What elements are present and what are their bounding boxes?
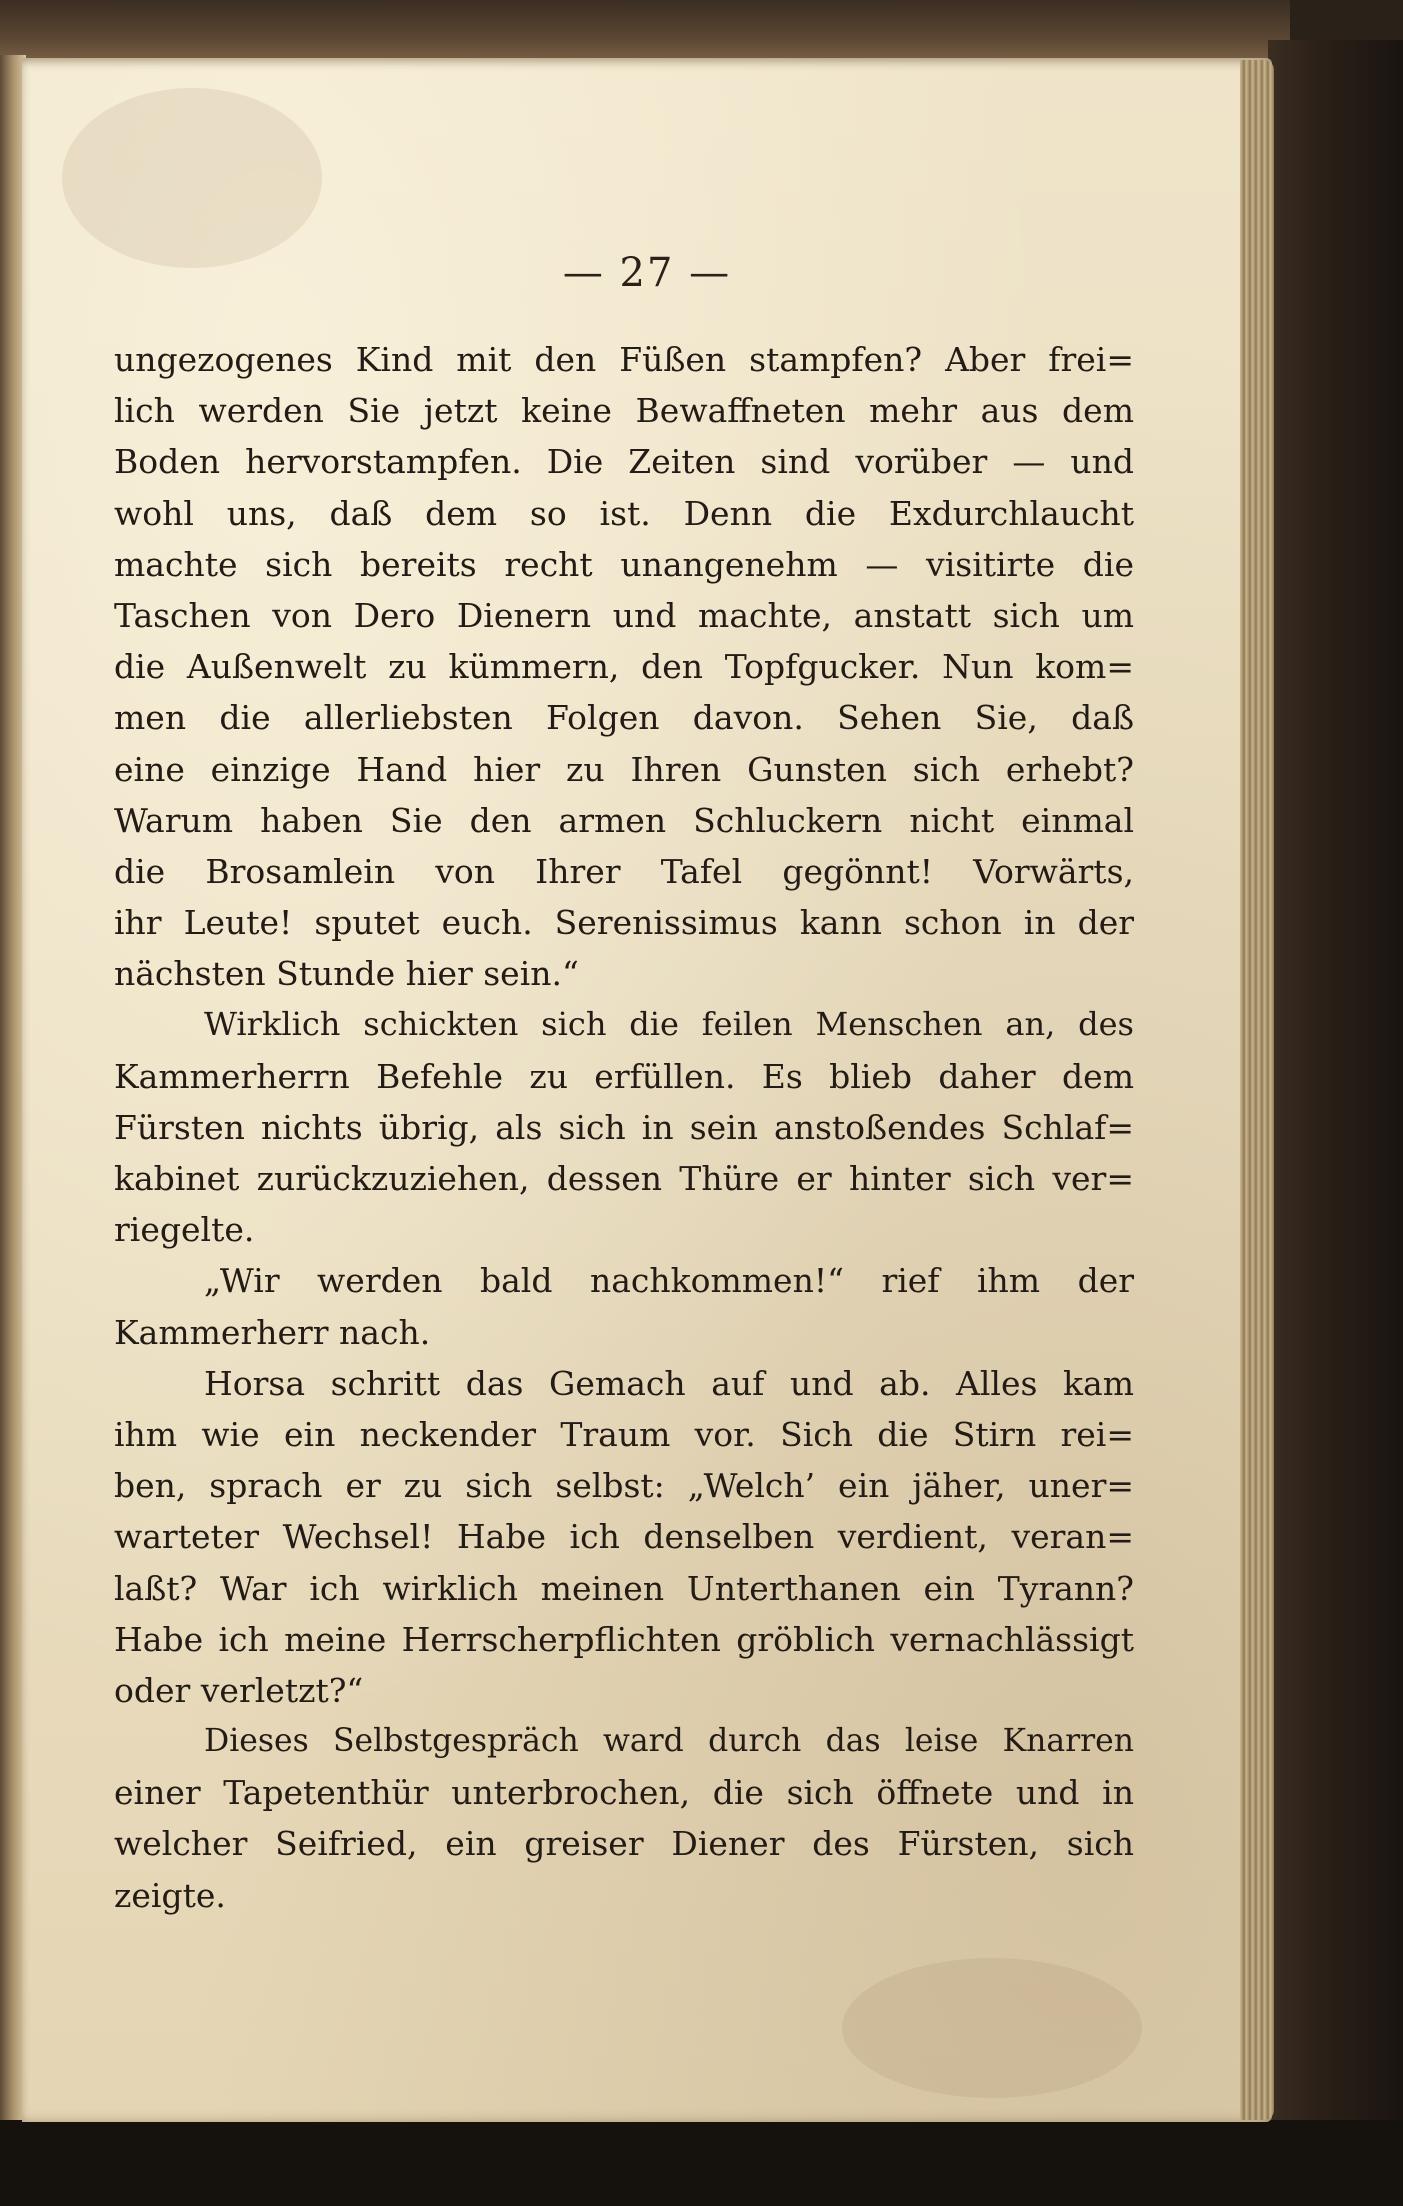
text-line: Warum haben Sie den armen Schluckern nicht einmal xyxy=(114,800,1134,840)
page-number: — 27 — xyxy=(562,250,732,296)
text-line: men die allerliebsten Folgen davon. Sehen Sie, daß xyxy=(114,698,1134,738)
text-line: laßt? War ich wirklich meinen Unterthanen ein Tyrann? xyxy=(114,1568,1134,1608)
text-line: die Brosamlein von Ihrer Tafel gegönnt! Vorwärts, xyxy=(114,851,1134,891)
text-line: ihm wie ein neckender Traum vor. Sich die Stirn rei= xyxy=(114,1414,1134,1454)
text-line: eine einzige Hand hier zu Ihren Gunsten sich erhebt? xyxy=(114,749,1134,789)
text-line: Kammerherr nach. xyxy=(114,1312,431,1352)
text-line: riegelte. xyxy=(114,1210,255,1250)
text-line: „Wir werden bald nachkommen!“ rief ihm der xyxy=(204,1261,1134,1301)
text-line: Wirklich schickten sich die feilen Menschen an, des xyxy=(204,1005,1134,1044)
text-line: zeigte. xyxy=(114,1875,226,1915)
text-line: nächsten Stunde hier sein.“ xyxy=(114,954,579,994)
text-line: lich werden Sie jetzt keine Bewaffneten mehr aus dem xyxy=(114,391,1134,431)
book-cover-bottom-edge xyxy=(0,2120,1403,2206)
text-line: einer Tapetenthür unterbrochen, die sich öffnete und in xyxy=(114,1773,1134,1813)
page-stack-edge xyxy=(1240,60,1274,2120)
book-page xyxy=(22,58,1272,2122)
body-text xyxy=(114,334,1134,1921)
text-line: Kammerherrn Befehle zu erfüllen. Es blieb daher dem xyxy=(114,1056,1134,1096)
text-line: wohl uns, daß dem so ist. Denn die Exdurchlaucht xyxy=(114,493,1134,533)
book-cover-top-edge xyxy=(0,0,1290,62)
text-line: ungezogenes Kind mit den Füßen stampfen? Aber frei= xyxy=(114,340,1134,379)
text-line: Dieses Selbstgespräch ward durch das leise Knarren xyxy=(204,1723,1134,1760)
text-line: kabinet zurückzuziehen, dessen Thüre er hinter sich ver= xyxy=(114,1159,1134,1198)
text-line: machte sich bereits recht unangenehm — visitirte die xyxy=(114,544,1134,584)
text-line: oder verletzt?“ xyxy=(114,1670,364,1710)
text-line: Boden hervorstampfen. Die Zeiten sind vorüber — und xyxy=(114,442,1134,482)
text-line: Habe ich meine Herrscherpflichten gröblich vernachlässigt xyxy=(114,1619,1134,1659)
text-line: Horsa schritt das Gemach auf und ab. Alles kam xyxy=(204,1363,1134,1403)
text-line: Fürsten nichts übrig, als sich in sein anstoßendes Schlaf= xyxy=(114,1107,1134,1147)
text-line: ihr Leute! sputet euch. Serenissimus kann schon in der xyxy=(114,903,1134,943)
text-line: welcher Seifried, ein greiser Diener des Fürsten, sich xyxy=(114,1824,1134,1864)
text-line: ben, sprach er zu sich selbst: „Welch’ ein jäher, uner= xyxy=(114,1466,1134,1506)
book-cover-right-edge xyxy=(1268,40,1403,2206)
text-line: warteter Wechsel! Habe ich denselben verdient, veran= xyxy=(114,1517,1134,1557)
text-line: die Außenwelt zu kümmern, den Topfgucker. Nun kom= xyxy=(114,647,1134,687)
paper-stain xyxy=(842,1958,1142,2098)
text-line: Taschen von Dero Dienern und machte, anstatt sich um xyxy=(114,595,1134,635)
paper-stain xyxy=(62,88,322,268)
